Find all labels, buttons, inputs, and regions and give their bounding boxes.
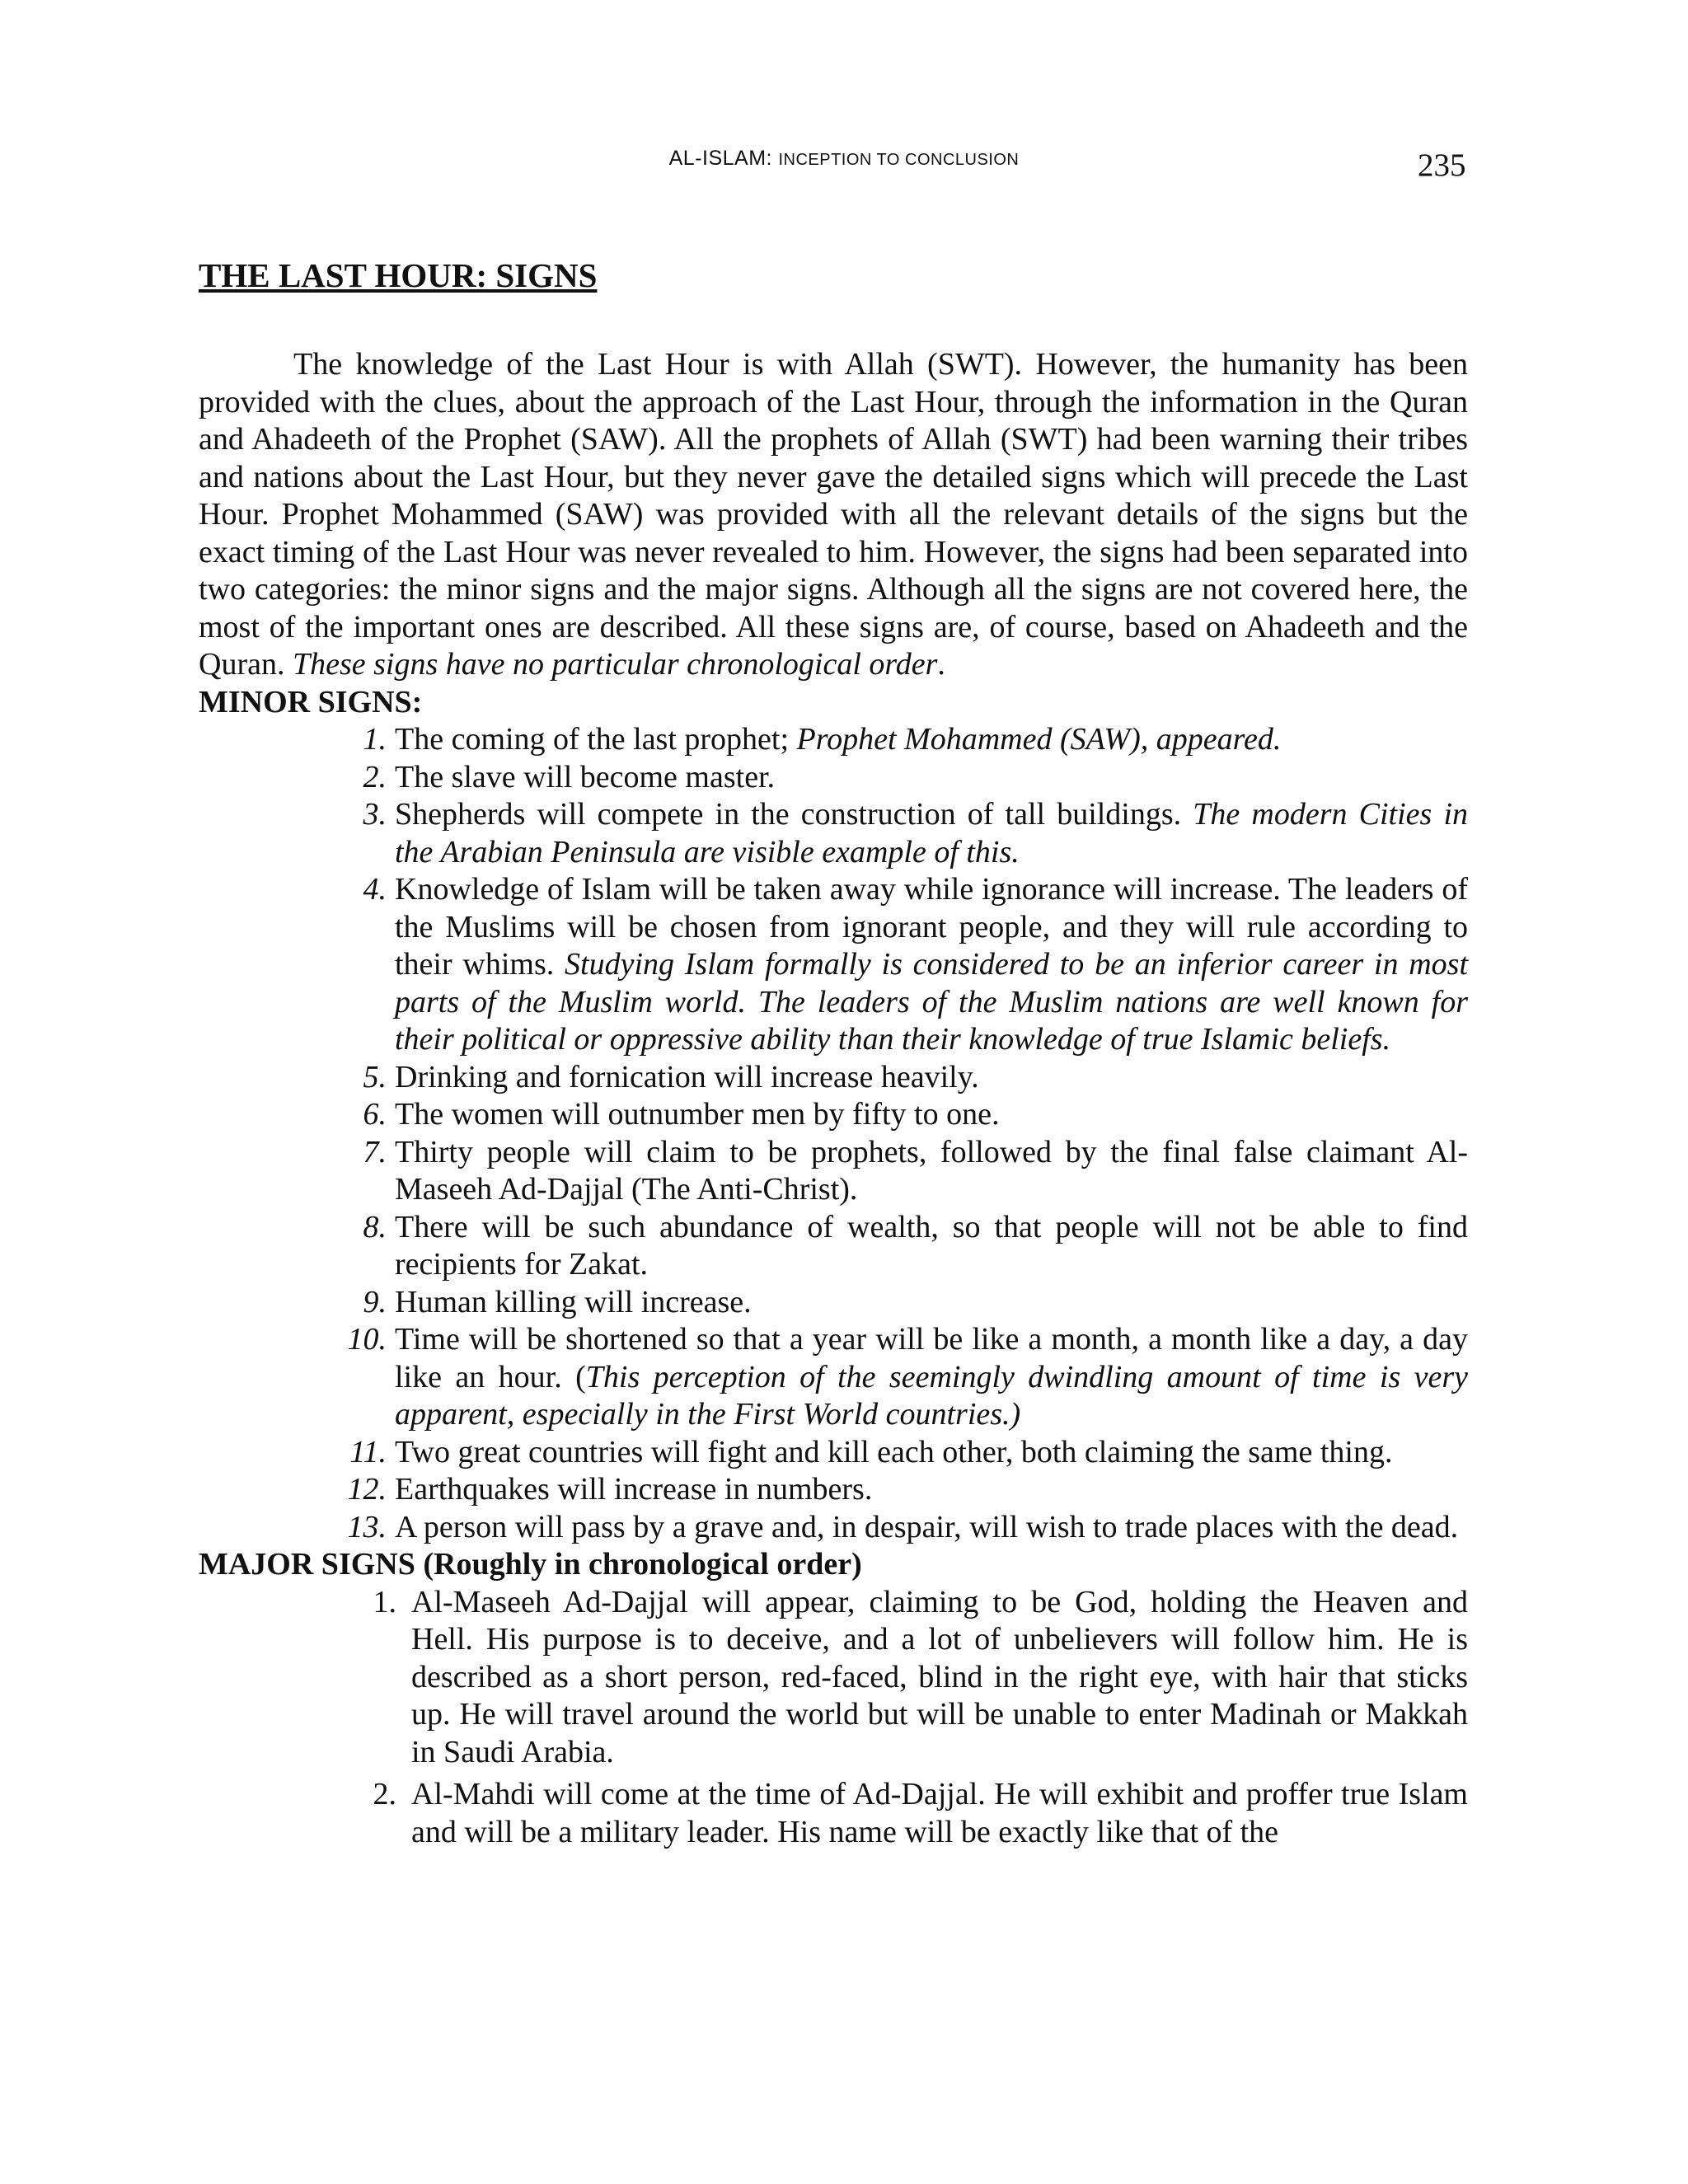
list-item xyxy=(199,1509,1468,1547)
minor-signs-list xyxy=(199,721,1468,1546)
list-item-text: The coming of the last prophet; xyxy=(395,722,797,757)
list-item-text: Shepherds will compete in the construction of tall buildings. xyxy=(395,797,1193,832)
list-item-text: The slave will become master. xyxy=(395,759,776,794)
list-item-number: 10. xyxy=(347,1322,387,1357)
list-item-text: Earthquakes will increase in numbers. xyxy=(395,1472,873,1507)
list-item xyxy=(199,796,1468,871)
list-item-number: 2. xyxy=(373,1777,396,1811)
list-item xyxy=(199,871,1468,1059)
list-item xyxy=(199,1434,1468,1472)
major-signs-heading: MAJOR SIGNS (Roughly in chronological order) xyxy=(199,1547,862,1582)
list-item-italic-note: The modern Cities in the Arabian Peninsula are visible example of this. xyxy=(395,797,1468,869)
list-item-number: 11. xyxy=(349,1434,387,1469)
list-item-number: 5. xyxy=(363,1059,387,1094)
intro-end: . xyxy=(937,647,945,682)
list-item-italic-note: Studying Islam formally is considered to be an inferior career in most parts of the Muslim world. The leaders of the Muslim nations are well known for their political or oppressive ability than their knowledge of true Islamic beliefs. xyxy=(395,947,1469,1057)
list-item-text: Knowledge of Islam will be taken away while ignorance will increase. The leaders of the Muslims will be chosen from ignorant people, and they will rule according to their whims. xyxy=(395,872,1468,982)
intro-paragraph xyxy=(199,346,1468,684)
list-item xyxy=(199,759,1468,797)
minor-signs-heading: MINOR SIGNS: xyxy=(199,684,423,719)
list-item-text: Al-Mahdi will come at the time of Ad-Dajjal. He will exhibit and proffer true Islam and will be a military leader. His name will be exactly like that of the xyxy=(411,1777,1468,1849)
list-item-number: 1. xyxy=(363,722,387,757)
list-item-italic-note: This perception of the seemingly dwindling amount of time is very apparent, especially in the First World countries.) xyxy=(395,1359,1468,1432)
list-item-number: 4. xyxy=(363,872,387,907)
list-item-text: Time will be shortened so that a year will be like a month, a month like a day, a day like an hour. ( xyxy=(395,1322,1468,1394)
list-item xyxy=(199,1096,1468,1134)
list-item xyxy=(199,721,1468,759)
list-item-number: 13. xyxy=(347,1509,387,1544)
list-item xyxy=(199,1776,1468,1851)
body-text xyxy=(199,252,1468,1851)
list-item-text: Thirty people will claim to be prophets, followed by the final false claimant Al-Maseeh Ad-Dajjal (The Anti-Christ). xyxy=(395,1134,1468,1207)
running-title-prefix: AL-ISLAM: xyxy=(668,147,772,170)
list-item xyxy=(199,1321,1468,1434)
list-item-number: 2. xyxy=(363,759,387,794)
list-item xyxy=(199,1209,1468,1284)
list-item-text: Two great countries will fight and kill each other, both claiming the same thing. xyxy=(395,1434,1393,1469)
list-item-number: 9. xyxy=(363,1284,387,1319)
list-item xyxy=(199,1134,1468,1209)
chapter-title: THE LAST HOUR: SIGNS xyxy=(199,256,598,294)
list-item xyxy=(199,1284,1468,1322)
list-item-italic-note: Prophet Mohammed (SAW), appeared. xyxy=(796,722,1282,757)
list-item-text: There will be such abundance of wealth, so that people will not be able to find recipients for Zakat. xyxy=(395,1209,1468,1282)
intro-italic: These signs have no particular chronological order xyxy=(292,647,938,682)
list-item-number: 12. xyxy=(347,1472,387,1507)
list-item-text: Al-Maseeh Ad-Dajjal will appear, claiming to be God, holding the Heaven and Hell. His purpose is to deceive, and a lot of unbelievers will follow him. He is described as a short person, red-faced, blind in the right eye, with hair that sticks up. He will travel around the world but will be unable to enter Madinah or Makkah in Saudi Arabia. xyxy=(411,1584,1468,1769)
list-item xyxy=(199,1471,1468,1509)
list-item-number: 1. xyxy=(373,1584,396,1619)
intro-text: The knowledge of the Last Hour is with Allah (SWT). However, the humanity has been provided with the clues, about the approach of the Last Hour, through the information in the Quran and Ahadeeth of the Prophet (SAW). All the prophets of Allah (SWT) had been warning their tribes and nations about the Last Hour, but they never gave the detailed signs which will precede the Last Hour. Prophet Mohammed (SAW) was provided with all the relevant details of the signs but the exact timing of the Last Hour was never revealed to him. However, the signs had been separated into two categories: the minor signs and the major signs. Although all the signs are not covered here, the most of the important ones are described. All these signs are, of course, based on Ahadeeth and the Quran. xyxy=(199,347,1468,682)
running-title-rest: INCEPTION TO CONCLUSION xyxy=(778,151,1020,169)
list-item-number: 8. xyxy=(363,1209,387,1244)
list-item-text: Drinking and fornication will increase heavily. xyxy=(395,1059,979,1094)
list-item-number: 3. xyxy=(363,797,387,832)
list-item xyxy=(199,1059,1468,1097)
list-item xyxy=(199,1584,1468,1772)
page-number: 235 xyxy=(1418,148,1466,183)
list-item-number: 6. xyxy=(363,1097,387,1132)
list-item-text: Human killing will increase. xyxy=(395,1284,752,1319)
major-signs-list xyxy=(199,1584,1468,1852)
list-item-text: A person will pass by a grave and, in despair, will wish to trade places with the dead. xyxy=(395,1509,1459,1544)
list-item-text: The women will outnumber men by fifty to one. xyxy=(395,1097,1000,1132)
list-item-number: 7. xyxy=(363,1134,387,1169)
